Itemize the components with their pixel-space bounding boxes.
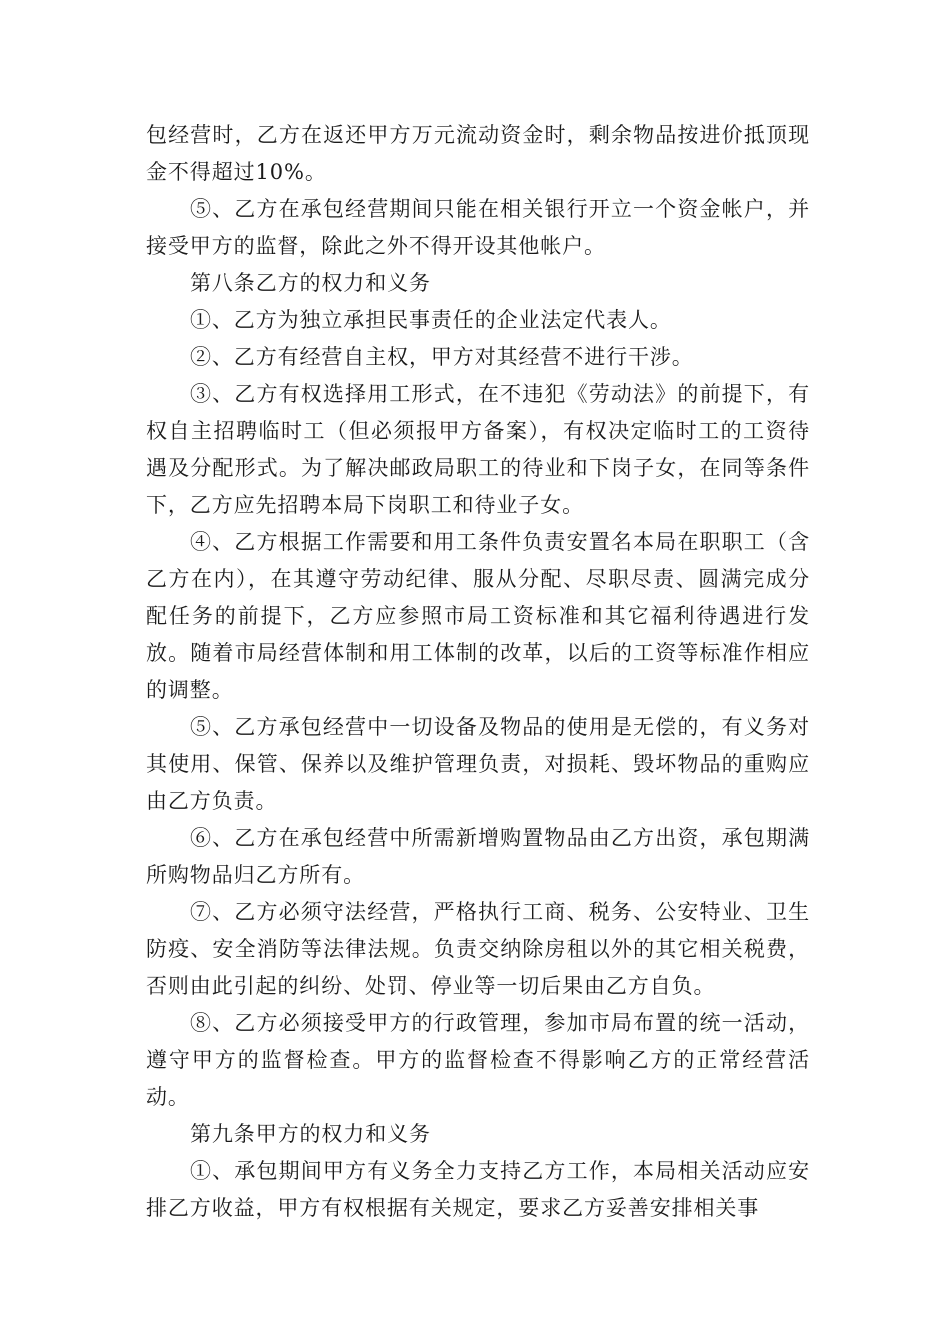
article-9-heading: 第九条甲方的权力和义务: [190, 1122, 431, 1146]
document-body: [146, 117, 810, 1227]
paragraph-clause-8-8: ⑧、乙方必须接受甲方的行政管理，参加市局布置的统一活动，遵守甲方的监督检查。甲方的监督检查不得影响乙方的正常经营活动。: [146, 1011, 810, 1109]
paragraph-clause-8-3: ③、乙方有权选择用工形式，在不违犯《劳动法》的前提下，有权自主招聘临时工（但必须报甲方备案），有权决定临时工的工资待遇及分配形式。为了解决邮政局职工的待业和下岗子女，在同等条件下，乙方应先招聘本局下岗职工和待业子女。: [146, 382, 810, 517]
paragraph-clause-8-7: ⑦、乙方必须守法经营，严格执行工商、税务、公安特业、卫生防疫、安全消防等法律法规。负责交纳除房租以外的其它相关税费，否则由此引起的纠纷、处罚、停业等一切后果由乙方自负。: [146, 900, 810, 998]
paragraph-continuation: 包经营时，乙方在返还甲方万元流动资金时，剩余物品按进价抵顶现金不得超过10%。: [146, 123, 810, 184]
paragraph-clause-8-1: ①、乙方为独立承担民事责任的企业法定代表人。: [190, 308, 672, 332]
paragraph-clause-8-4: ④、乙方根据工作需要和用工条件负责安置名本局在职职工（含乙方在内），在其遵守劳动纪律、服从分配、尽职尽责、圆满完成分配任务的前提下，乙方应参照市局工资标准和其它福利待遇进行发放。随着市局经营体制和用工体制的改革，以后的工资等标准作相应的调整。: [146, 530, 810, 702]
paragraph-clause-9-1: ①、承包期间甲方有义务全力支持乙方工作，本局相关活动应安排乙方收益，甲方有权根据有关规定，要求乙方妥善安排相关事: [146, 1159, 810, 1220]
paragraph-clause-8-6: ⑥、乙方在承包经营中所需新增购置物品由乙方出资，承包期满所购物品归乙方所有。: [146, 826, 810, 887]
paragraph-clause-8-2: ②、乙方有经营自主权，甲方对其经营不进行干涉。: [190, 345, 694, 369]
paragraph-clause-7-5: ⑤、乙方在承包经营期间只能在相关银行开立一个资金帐户，并接受甲方的监督，除此之外不得开设其他帐户。: [146, 197, 810, 258]
paragraph-clause-8-5: ⑤、乙方承包经营中一切设备及物品的使用是无偿的，有义务对其使用、保管、保养以及维护管理负责，对损耗、毁坏物品的重购应由乙方负责。: [146, 715, 810, 813]
article-8-heading: 第八条乙方的权力和义务: [190, 271, 431, 295]
